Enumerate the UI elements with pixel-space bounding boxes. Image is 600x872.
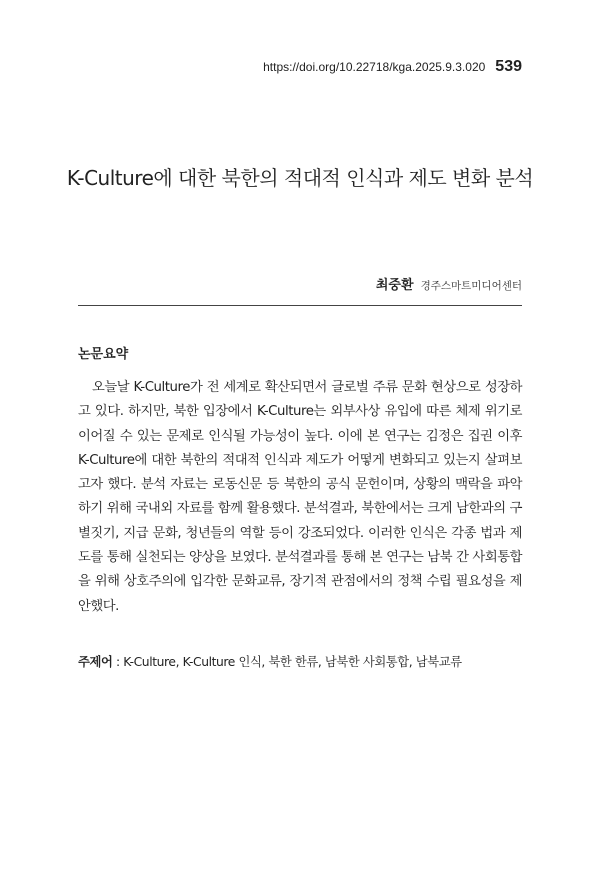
- keywords-label: 주제어: [78, 655, 113, 669]
- page-number: 539: [495, 58, 522, 75]
- abstract-heading: 논문요약: [78, 347, 129, 362]
- title-divider: [78, 305, 522, 306]
- author-affiliation: 경주스마트미디어센터: [420, 280, 522, 292]
- keywords-separator: :: [112, 655, 124, 669]
- keywords-text: K-Culture, K-Culture 인식, 북한 한류, 남북한 사회통합, 남북교류: [123, 655, 462, 669]
- author-name: 최중환: [375, 278, 414, 293]
- author-line: [376, 274, 522, 293]
- abstract-body: 오늘날 K-Culture가 전 세계로 확산되면서 글로벌 주류 문화 현상으로 성장하고 있다. 하지만, 북한 입장에서 K-Culture는 외부사상 유입에 따른 체제 위기로 이어질 수 있는 문제로 인식될 가능성이 높다. 이에 본 연구는 김정은 집권 이후 K-Culture에 대한 북한의 적대적 인식과 제도가 어떻게 변화되고 있는지 살펴보고자 했다. 분석 자료는 로동신문 등 북한의 공식 문헌이며, 상황의 맥락을 파악하기 위해 국내외 자료를 함께 활용했다. 분석결과, 북한에서는 크게 남한과의 구별짓기, 지급 문화, 청년들의 역할 등이 강조되었다. 이러한 인식은 각종 법과 제도를 통해 실천되는 양상을 보였다. 분석결과를 통해 본 연구는 남북 간 사회통합을 위해 상호주의에 입각한 문화교류, 장기적 관점에서의 정책 수립 필요성을 제안했다.: [78, 380, 522, 614]
- doi-link[interactable]: https://doi.org/10.22718/kga.2025.9.3.020: [263, 60, 486, 74]
- paper-title: K-Culture에 대한 북한의 적대적 인식과 제도 변화 분석: [66, 166, 534, 190]
- keywords-line: [78, 652, 528, 670]
- page-header: [263, 58, 522, 76]
